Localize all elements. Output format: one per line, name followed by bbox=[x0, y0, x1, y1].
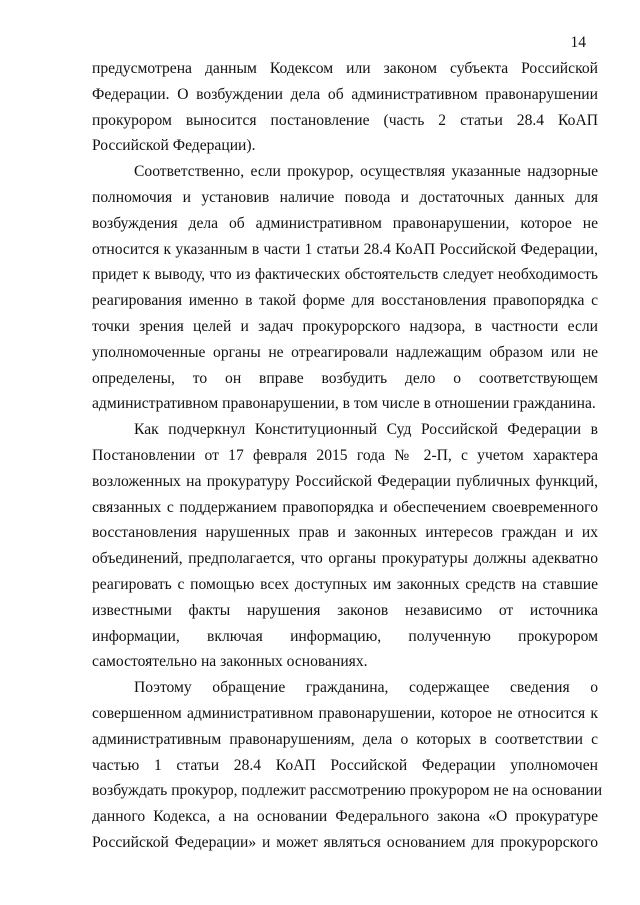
paragraph-line: объединений, предполагается, что органы прокуратуры должны адекватно bbox=[92, 550, 598, 568]
paragraph-line: Поэтому обращение гражданина, содержащее сведения о bbox=[134, 679, 598, 697]
paragraph-line: Российской Федерации). bbox=[92, 137, 256, 155]
paragraph-line: реагирования именно в такой форме для восстановления правопорядка с bbox=[92, 292, 598, 310]
paragraph-line: прокурором выносится постановление (часть 2 статьи 28.4 КоАП bbox=[92, 111, 598, 129]
paragraph-line: административном правонарушении, в том числе в отношении гражданина. bbox=[92, 395, 596, 413]
paragraph-line: связанных с поддержанием правопорядка и обеспечением своевременного bbox=[92, 498, 598, 516]
paragraph-line: совершенном административном правонарушении, которое не относится к bbox=[92, 704, 598, 722]
paragraph-line: уполномоченные органы не отреагировали надлежащим образом или не bbox=[92, 343, 598, 361]
paragraph-line: относится к указанным в части 1 статьи 28.4 КоАП Российской Федерации, bbox=[92, 240, 598, 258]
paragraph-line: восстановления нарушенных прав и законных интересов граждан и их bbox=[92, 524, 598, 542]
paragraph-line: Постановлении от 17 февраля 2015 года № 2-П, с учетом характера bbox=[92, 446, 598, 464]
paragraph-line: возложенных на прокуратуру Российской Федерации публичных функций, bbox=[92, 472, 598, 490]
paragraph-line: определены, то он вправе возбудить дело о соответствующем bbox=[92, 369, 598, 387]
paragraph-line: Федерации. О возбуждении дела об административном правонарушении bbox=[92, 85, 598, 103]
paragraph-line: известными факты нарушения законов независимо от источника bbox=[92, 601, 598, 619]
page-number: 14 bbox=[570, 34, 586, 51]
paragraph-line: Российской Федерации» и может являться основанием для прокурорского bbox=[92, 833, 598, 851]
paragraph-line: данного Кодекса, а на основании Федерального закона «О прокуратуре bbox=[92, 808, 598, 826]
paragraph-line: административным правонарушениям, дела о которых в соответствии с bbox=[92, 730, 598, 748]
document-body bbox=[92, 56, 603, 856]
paragraph-line: возбуждения дела об административном правонарушении, которое не bbox=[92, 214, 598, 232]
paragraph-line: самостоятельно на законных основаниях. bbox=[92, 653, 368, 671]
paragraph-line: полномочия и установив наличие повода и достаточных данных для bbox=[92, 188, 598, 206]
paragraph-line: Как подчеркнул Конституционный Суд Российской Федерации в bbox=[134, 421, 598, 439]
paragraph-line: Соответственно, если прокурор, осуществляя указанные надзорные bbox=[134, 163, 598, 181]
paragraph-line: информации, включая информацию, полученную прокурором bbox=[92, 627, 598, 645]
paragraph-line: возбуждать прокурор, подлежит рассмотрению прокурором не на основании bbox=[92, 782, 603, 800]
paragraph-line: предусмотрена данным Кодексом или законом субъекта Российской bbox=[92, 60, 598, 77]
paragraph-line: точки зрения целей и задач прокурорского надзора, в частности если bbox=[92, 317, 598, 335]
paragraph-line: реагировать с помощью всех доступных им законных средств на ставшие bbox=[92, 575, 598, 593]
paragraph-line: придет к выводу, что из фактических обстоятельств следует необходимость bbox=[92, 266, 598, 284]
paragraph-line: частью 1 статьи 28.4 КоАП Российской Федерации уполномочен bbox=[92, 756, 598, 774]
